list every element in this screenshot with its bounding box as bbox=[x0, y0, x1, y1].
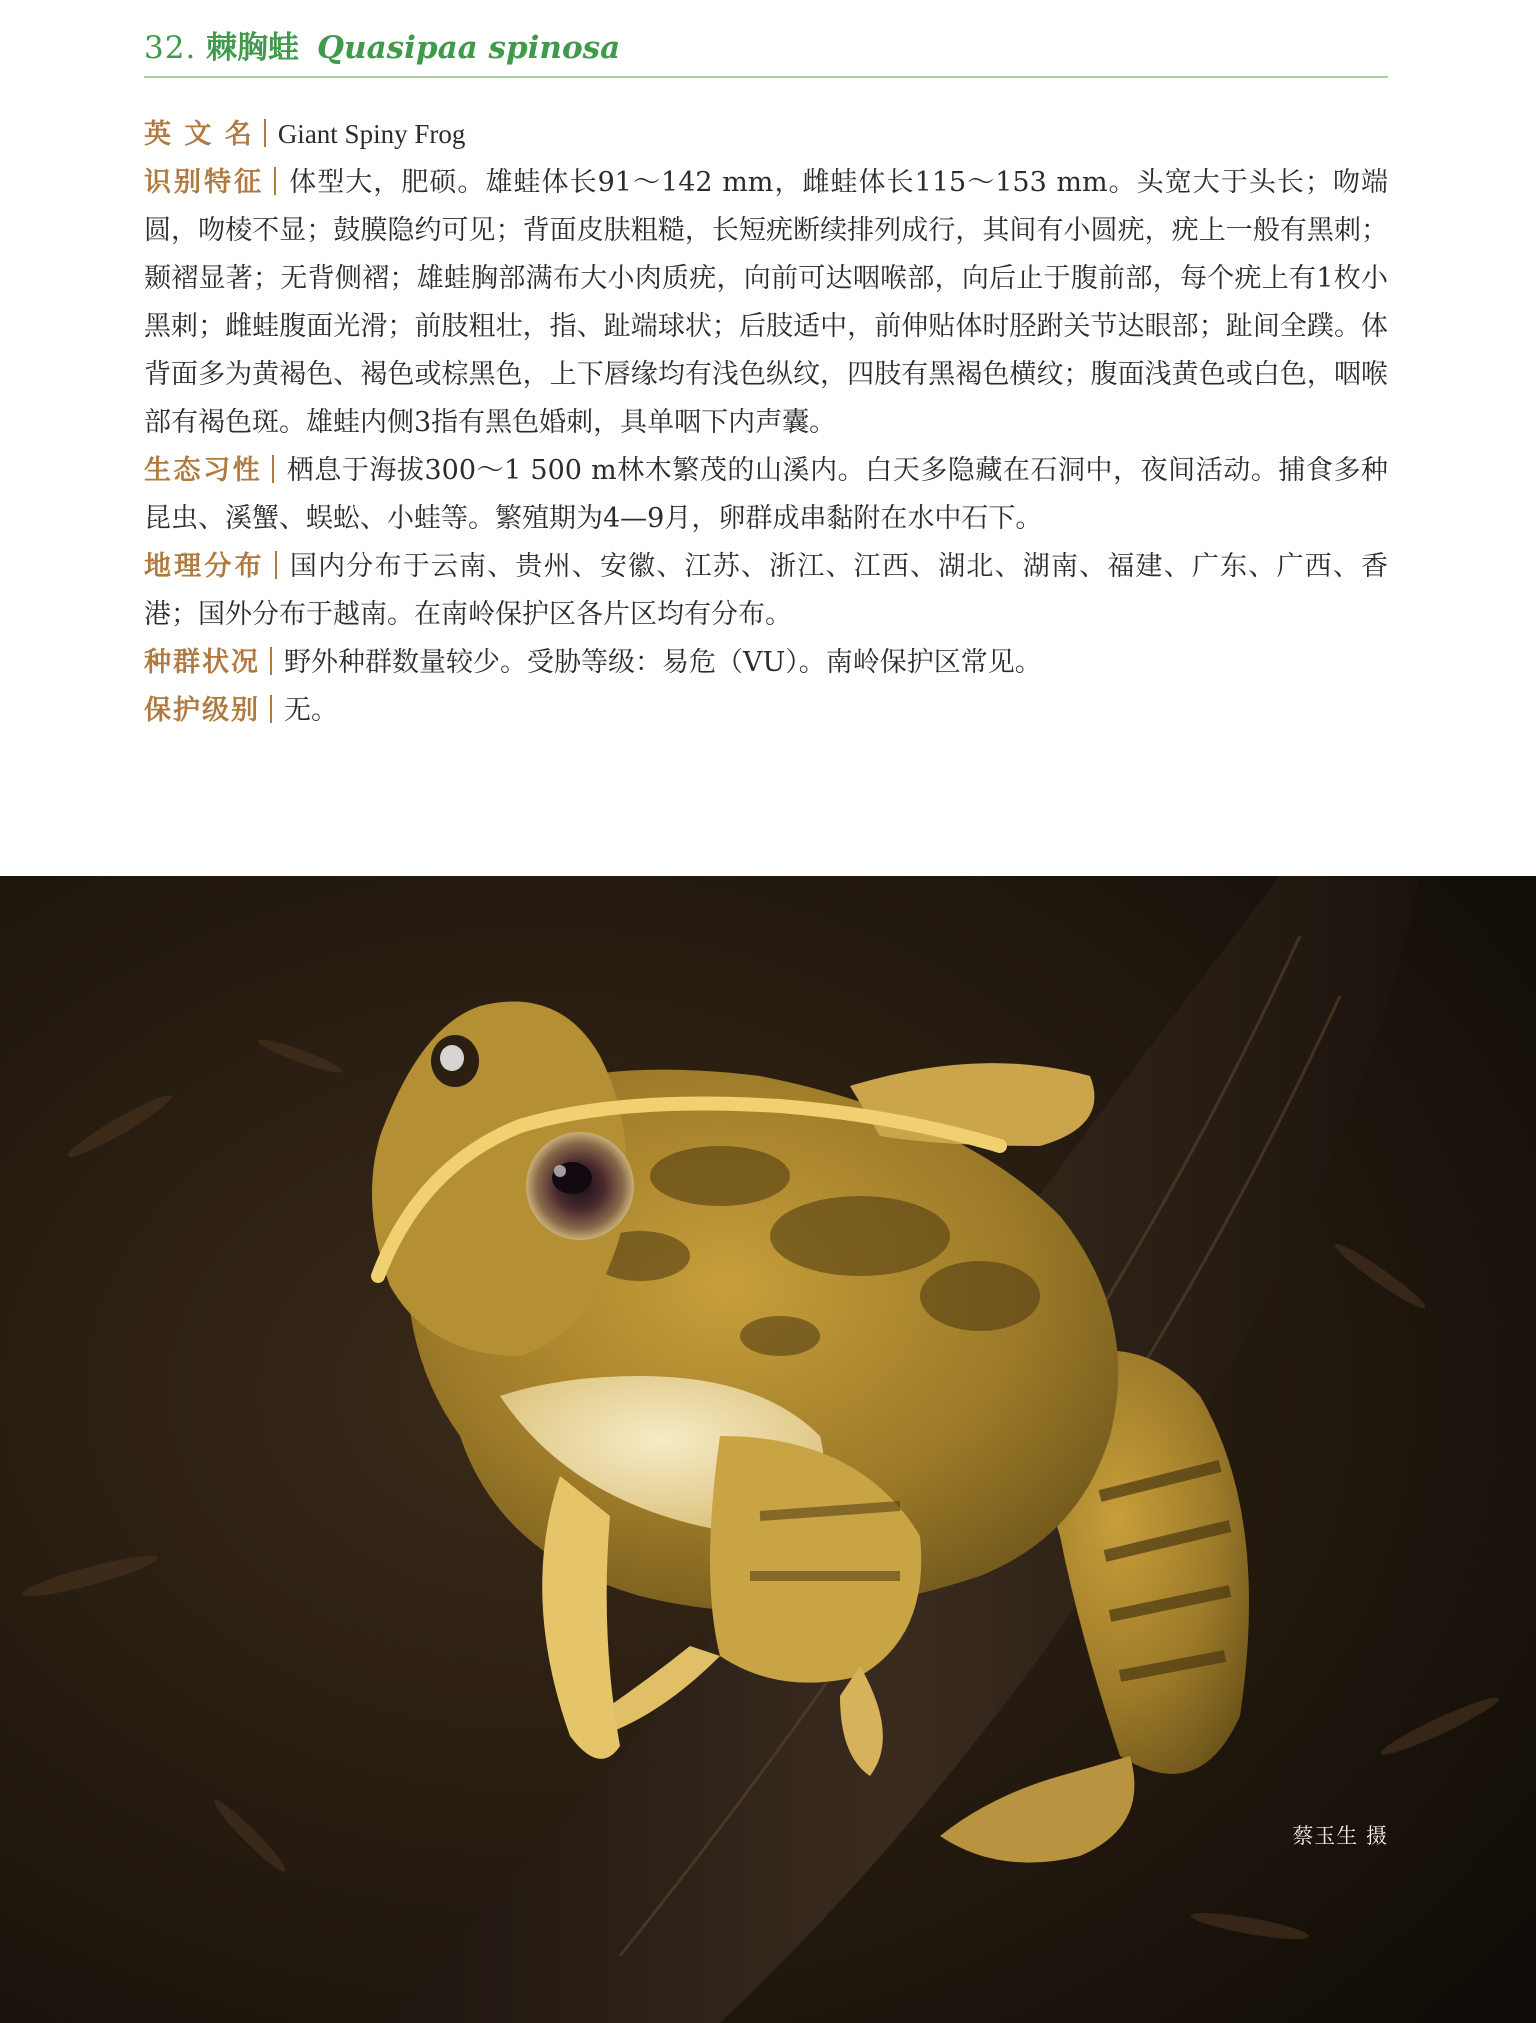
entry-distribution bbox=[144, 543, 1388, 639]
page-header bbox=[144, 18, 1388, 78]
label-divider bbox=[272, 455, 274, 483]
entry-population bbox=[144, 639, 1388, 687]
frog-photo bbox=[0, 876, 1536, 2023]
entry-text: 栖息于海拔300～1 500 m林木繁茂的山溪内。白天多隐藏在石洞中，夜间活动。捕食多种昆虫、溪蟹、蜈蚣、小蛙等。繁殖期为4—9月，卵群成串黏附在水中石下。 bbox=[144, 455, 1389, 534]
entry-label: 生态习性 bbox=[144, 455, 263, 486]
entry-english-name bbox=[144, 110, 1388, 159]
label-divider bbox=[275, 551, 277, 579]
label-divider bbox=[264, 119, 266, 147]
species-title bbox=[144, 22, 620, 67]
photo-credit: 蔡玉生 摄 bbox=[1292, 1824, 1388, 1848]
entry-label: 地理分布 bbox=[144, 551, 265, 582]
entry-label: 种群状况 bbox=[144, 647, 260, 678]
entry-protection bbox=[144, 687, 1388, 735]
entry-label: 保护级别 bbox=[144, 695, 260, 726]
entry-text: 无。 bbox=[284, 695, 338, 726]
entry-label: 英 文 名 bbox=[144, 119, 254, 150]
species-latin-name: Quasipaa spinosa bbox=[317, 30, 621, 66]
entry-text: 体型大，肥硕。雄蛙体长91～142 mm，雌蛙体长115～153 mm。头宽大于头长；吻端圆，吻棱不显；鼓膜隐约可见；背面皮肤粗糙，长短疣断续排列成行，其间有小圆疣，疣上一般有黑刺；颞褶显著；无背侧褶；雄蛙胸部满布大小肉质疣，向前可达咽喉部，向后止于腹前部，每个疣上有1枚小黑刺；雌蛙腹面光滑；前肢粗壮，指、趾端球状；后肢适中，前伸贴体时胫跗关节达眼部；趾间全蹼。体背面多为黄褐色、褐色或棕黑色，上下唇缘均有浅色纵纹，四肢有黑褐色横纹；腹面浅黄色或白色，咽喉部有褐色斑。雄蛙内侧3指有黑色婚刺，具单咽下内声囊。 bbox=[144, 167, 1388, 438]
species-number: 32. bbox=[144, 30, 197, 66]
entry-text: 野外种群数量较少。受胁等级：易危（VU）。南岭保护区常见。 bbox=[284, 647, 1042, 678]
species-chinese-name: 棘胸蛙 bbox=[206, 30, 300, 66]
species-description bbox=[144, 110, 1388, 735]
label-divider bbox=[270, 695, 272, 723]
label-divider bbox=[270, 647, 272, 675]
entry-label: 识别特征 bbox=[144, 167, 265, 198]
frog-illustration bbox=[0, 876, 1536, 2023]
entry-identification bbox=[144, 159, 1388, 447]
entry-text: Giant Spiny Frog bbox=[277, 119, 466, 149]
entry-text: 国内分布于云南、贵州、安徽、江苏、浙江、江西、湖北、湖南、福建、广东、广西、香港；国外分布于越南。在南岭保护区各片区均有分布。 bbox=[144, 551, 1389, 630]
entry-ecology bbox=[144, 447, 1388, 543]
label-divider bbox=[274, 167, 276, 195]
